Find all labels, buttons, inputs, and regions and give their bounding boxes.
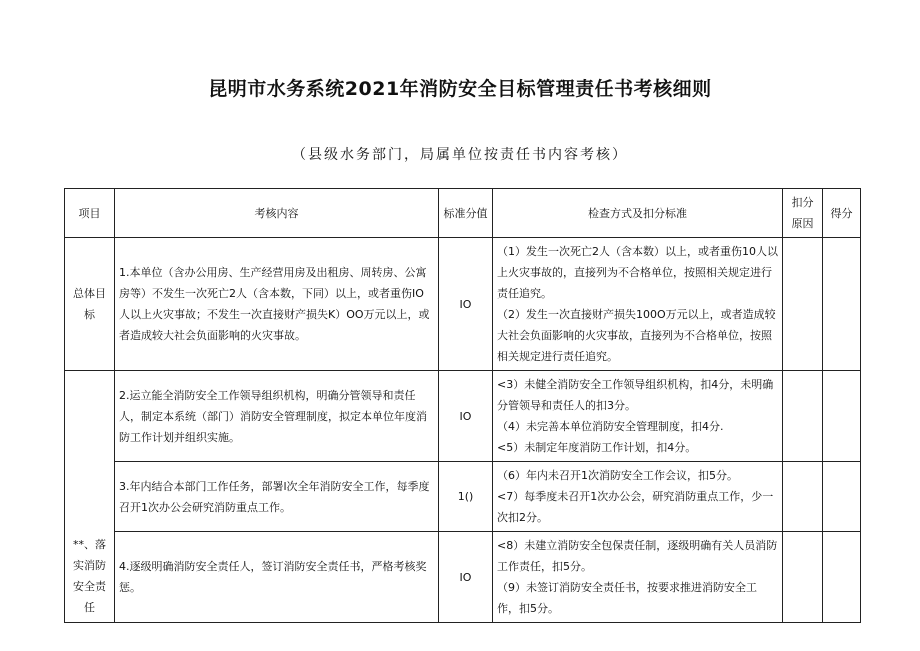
- check-item: （4）未完善本单位消防安全管理制度，扣4分.: [497, 420, 724, 433]
- table-row: [65, 238, 861, 371]
- deduction-reason-cell: [783, 238, 823, 371]
- table-header-row: [65, 189, 861, 238]
- check-item: （6）年内未召开1次消防安全工作会议，扣5分。: [497, 469, 738, 482]
- header-method: 检查方式及扣分标准: [493, 189, 783, 238]
- check-item: （2）发生一次直接财产损失100O万元以上，或者造成较大社会负面影响的火灾事故，直接列为不合格单位，按照相关规定进行责任追究。: [497, 308, 776, 363]
- row-score: 1(): [439, 462, 493, 532]
- deduction-reason-cell: [783, 532, 823, 623]
- row-score: IO: [439, 238, 493, 371]
- row-category-merged: [65, 371, 115, 623]
- row-content: 4.逐级明确消防安全责任人，签订消防安全责任书，严格考核奖惩。: [115, 532, 439, 623]
- score-cell: [823, 532, 861, 623]
- row-checks: [493, 532, 783, 623]
- header-score: 得分: [823, 189, 861, 238]
- header-content: 考核内容: [115, 189, 439, 238]
- check-item: （9）未签订消防安全责任书，按要求推进消防安全工作，扣5分。: [497, 581, 757, 615]
- row-checks: [493, 371, 783, 462]
- row-category: **、落实消防安全责任: [73, 538, 106, 614]
- table-row: [65, 532, 861, 623]
- document-subtitle: （县级水务部门，局属单位按责任书内容考核）: [292, 147, 628, 163]
- assessment-table: [64, 188, 861, 623]
- score-cell: [823, 238, 861, 371]
- score-cell: [823, 462, 861, 532]
- row-category: 总体目标: [65, 238, 115, 371]
- row-checks: [493, 238, 783, 371]
- table-row: [65, 462, 861, 532]
- score-cell: [823, 371, 861, 462]
- header-standard-score: 标准分值: [439, 189, 493, 238]
- header-item: 项目: [65, 189, 115, 238]
- row-content: 3.年内结合本部门工作任务，部署l次全年消防安全工作，每季度召开1次办公会研究消防重点工作。: [115, 462, 439, 532]
- check-item: <7）每季度未召开1次办公会，研究消防重点工作，少一次扣2分。: [497, 490, 774, 524]
- row-content: 2.运立能全消防安全工作领导组织机构，明确分管领导和责任人，制定本系统（部门）消防安全管理制度，拟定本单位年度消防工作计划并组织实施。: [115, 371, 439, 462]
- header-deduction-reason: 扣分原因: [783, 189, 823, 238]
- check-item: （1）发生一次死亡2人（含本数）以上，或者重伤10人以上火灾事故的，直接列为不合格单位，按照相关规定进行责任追究。: [497, 245, 778, 300]
- row-score: IO: [439, 371, 493, 462]
- deduction-reason-cell: [783, 462, 823, 532]
- table-row: [65, 371, 861, 462]
- row-content: 1.本单位（含办公用房、生产经营用房及出租房、周转房、公寓房等）不发生一次死亡2人（含本数，下同）以上，或者重伤IO人以上火灾事故；不发生一次直接财产损失K）OO万元以上，或者造成较大社会负面影响的火灾事故。: [115, 238, 439, 371]
- check-item: <3）未健全消防安全工作领导组织机构，扣4分，未明确分管领导和责任人的扣3分。: [497, 378, 774, 412]
- check-item: <8）未建立消防安全包保责任制，逐级明确有关人员消防工作责任，扣5分。: [497, 539, 778, 573]
- check-item: <5）未制定年度消防工作计划，扣4分。: [497, 441, 697, 454]
- deduction-reason-cell: [783, 371, 823, 462]
- row-score: IO: [439, 532, 493, 623]
- document-title: 昆明市水务系统2021年消防安全目标管理责任书考核细则: [208, 78, 712, 100]
- row-checks: [493, 462, 783, 532]
